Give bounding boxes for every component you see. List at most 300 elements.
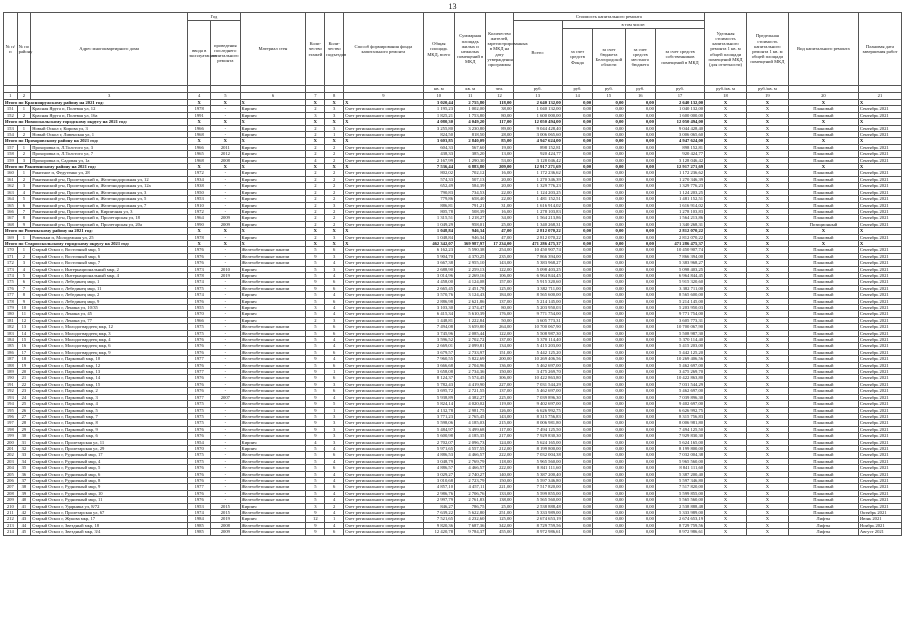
table-cell: 214 (4, 529, 18, 535)
table-cell: 3 010,68 (423, 477, 454, 483)
table-cell: Плановый (788, 337, 858, 343)
table-cell: Сентябрь 2021 (858, 330, 901, 336)
table-cell: 3 006 065,60 (655, 132, 704, 138)
table-cell: 1 (325, 516, 344, 522)
table-cell: 0,00 (625, 439, 655, 445)
table-cell: 2 733,97 (455, 349, 486, 355)
table-cell: 4 (306, 439, 325, 445)
table-cell: 1973 (188, 266, 211, 272)
table-cell: 786,75 (455, 503, 486, 509)
table-cell: Железобетонные панели (240, 458, 306, 464)
table-cell: Железобетонные панели (240, 362, 306, 368)
table-cell: 0,00 (625, 433, 655, 439)
table-cell: Х (705, 426, 747, 432)
table-cell: 38 (17, 484, 31, 490)
house-address-cell: Старый Оскол г, Рудничный мкр, 11 (31, 497, 188, 503)
table-cell: 5 383 968,27 (655, 260, 704, 266)
table-cell: 0,00 (593, 445, 625, 451)
table-cell: - (211, 132, 240, 138)
table-cell: Счет регионального оператора (344, 106, 424, 112)
house-address-cell: Старый Оскол г, Парковый мкр, 9 (31, 426, 188, 432)
total-cell: 462 342,07 (423, 240, 454, 246)
total-cell: 0,00 (593, 240, 625, 246)
table-cell: Сентябрь 2021 (858, 420, 901, 426)
table-cell: 0,00 (593, 285, 625, 291)
table-cell: 8 841 111,60 (513, 465, 562, 471)
table-cell: 2 (17, 112, 31, 118)
table-cell: 10 269 406,56 (655, 356, 704, 362)
table-cell: Х (746, 343, 788, 349)
table-cell: 171 (4, 253, 18, 259)
table-cell: 188 (4, 362, 18, 368)
table-cell: 5 462 697,00 (513, 388, 562, 394)
table-cell: 4 (325, 477, 344, 483)
table-cell: Кирпич (240, 183, 306, 189)
col-group-god: Год (188, 13, 240, 21)
total-cell: Х (746, 100, 788, 106)
table-cell: 53,00 (486, 157, 513, 163)
table-cell: Счет регионального оператора (344, 144, 424, 150)
table-cell: 150,00 (486, 477, 513, 483)
table-cell: Х (746, 196, 788, 202)
table-cell: 0,00 (593, 433, 625, 439)
table-cell: Железобетонные панели (240, 490, 306, 496)
table-cell: 6 (325, 247, 344, 253)
table-cell: Счет регионального оператора (344, 413, 424, 419)
table-cell: Счет регионального оператора (344, 157, 424, 163)
table-cell: Х (705, 151, 747, 157)
table-cell: 5 (306, 324, 325, 330)
table-cell: 167 (4, 215, 18, 221)
table-cell: Х (746, 375, 788, 381)
table-cell: 5 (306, 311, 325, 317)
table-cell: 3 048,79 (423, 458, 454, 464)
table-cell: 1974 (188, 510, 211, 516)
table-cell: 7 494,08 (423, 324, 454, 330)
table-cell: 170 (4, 247, 18, 253)
unit-cell (240, 86, 306, 93)
table-cell: - (211, 439, 240, 445)
table-cell: 0,00 (562, 208, 592, 214)
table-cell: Х (746, 151, 788, 157)
table-cell: 16,00 (486, 208, 513, 214)
table-cell: 2 (325, 183, 344, 189)
table-cell: Х (746, 112, 788, 118)
table-cell: 5 203 950,03 (655, 305, 704, 311)
house-address-cell: Ракитянский р-н, Пролетарский п, Пролетарская ул, 18 (31, 215, 188, 221)
total-cell: Х (325, 228, 344, 234)
total-cell: Х (306, 164, 325, 170)
table-cell: 5 597 346,80 (655, 477, 704, 483)
table-cell: Х (746, 458, 788, 464)
table-cell: 3 (325, 381, 344, 387)
table-cell: Счет регионального оператора (344, 279, 424, 285)
table-cell: Сентябрь 2021 (858, 183, 901, 189)
table-cell: Счет регионального оператора (344, 208, 424, 214)
column-number-cell: 18 (705, 93, 747, 100)
table-cell: 2 688,90 (423, 266, 454, 272)
table-cell: 0,00 (625, 298, 655, 304)
unit-cell: руб. (593, 86, 625, 93)
table-cell: 4 466,57 (455, 452, 486, 458)
table-cell: Счет регионального оператора (344, 112, 424, 118)
table-cell: 0,00 (593, 426, 625, 432)
table-cell: 36 (17, 471, 31, 477)
district-total-label: Итого по Ровеньскому району на 2021 год: (4, 228, 188, 234)
table-cell: 10 450 907,74 (655, 247, 704, 253)
table-cell: 4 185,03 (455, 420, 486, 426)
table-cell: Кирпич (240, 106, 306, 112)
total-cell: Х (788, 119, 858, 125)
table-cell: Кирпич (240, 112, 306, 118)
column-number-cell: 17 (655, 93, 704, 100)
table-cell: 8 199 800,00 (513, 445, 562, 451)
table-cell: 1974 (188, 279, 211, 285)
total-cell: 0,00 (625, 138, 655, 144)
table-cell: - (211, 234, 240, 240)
column-number-cell: 10 (423, 93, 454, 100)
table-cell: Счет регионального оператора (344, 285, 424, 291)
table-cell: 4 (325, 337, 344, 343)
table-cell: 2012 (211, 151, 240, 157)
table-cell: 37 (17, 477, 31, 483)
table-cell: 1 (17, 247, 31, 253)
table-cell: 143,00 (486, 260, 513, 266)
table-cell: Счет регионального оператора (344, 516, 424, 522)
table-cell: Сентябрь 2021 (858, 215, 901, 221)
table-cell: Х (746, 208, 788, 214)
table-cell: 3 (325, 439, 344, 445)
table-cell: Кирпич (240, 132, 306, 138)
house-address-cell: Старый Оскол г, Молодогвардеец мкр, 4 (31, 337, 188, 343)
total-cell: 0,00 (593, 164, 625, 170)
table-cell: 0,00 (562, 465, 592, 471)
table-cell: 0,00 (593, 413, 625, 419)
table-cell: 2 374,47 (455, 305, 486, 311)
table-cell: 187 (4, 356, 18, 362)
table-cell: 1 (17, 106, 31, 112)
total-cell: Х (344, 100, 424, 106)
table-cell: 191 (4, 381, 18, 387)
table-cell: 1968 (188, 132, 211, 138)
total-cell: Х (188, 100, 211, 106)
table-cell: 166 (4, 208, 18, 214)
table-cell: Х (705, 349, 747, 355)
table-cell: Счет регионального оператора (344, 381, 424, 387)
table-cell: 1953 (188, 196, 211, 202)
table-cell: 0,00 (625, 189, 655, 195)
table-cell: Кирпич (240, 266, 306, 272)
table-body (4, 100, 902, 536)
col-header-5: проведения последнего капитального ремонта (211, 21, 240, 86)
table-cell: 1976 (188, 375, 211, 381)
table-cell: 190 (4, 375, 18, 381)
total-cell: 4 947 624,00 (513, 138, 562, 144)
table-cell: Х (746, 362, 788, 368)
table-cell: 164 (4, 196, 18, 202)
table-cell: 1950 (188, 189, 211, 195)
table-cell: Лифты (788, 516, 858, 522)
total-cell: 2 840,09 (455, 138, 486, 144)
table-cell: 779,86 (423, 196, 454, 202)
house-address-cell: Новый Оскол г, Ливенская ул, 1 (31, 132, 188, 138)
table-cell: 2 702,72 (455, 337, 486, 343)
table-cell: 4 (325, 490, 344, 496)
table-cell: - (211, 349, 240, 355)
table-cell: Плановый (788, 452, 858, 458)
table-cell: Х (746, 132, 788, 138)
table-cell: 31 (17, 439, 31, 445)
table-cell: 5 (306, 337, 325, 343)
table-cell: 958,01 (455, 221, 486, 227)
table-cell: 2007 (211, 394, 240, 400)
column-number-cell: 5 (211, 93, 240, 100)
table-cell: 5 214 145,00 (655, 298, 704, 304)
table-cell: 4 (325, 522, 344, 528)
table-cell: 2 (325, 503, 344, 509)
table-cell: 2008 (211, 157, 240, 163)
table-cell: Х (746, 285, 788, 291)
table-cell: Счет регионального оператора (344, 439, 424, 445)
table-cell: Х (746, 522, 788, 528)
table-cell: 1 040 132,00 (655, 106, 704, 112)
table-cell: 0,00 (625, 272, 655, 278)
table-cell: Счет регионального оператора (344, 349, 424, 355)
table-cell: 0,00 (562, 272, 592, 278)
table-cell: 162 (4, 183, 18, 189)
table-cell: Плановый (788, 343, 858, 349)
table-cell: Х (705, 484, 747, 490)
table-cell: 6 (325, 529, 344, 535)
table-cell: 1976 (188, 381, 211, 387)
table-cell: Плановый (788, 112, 858, 118)
table-cell: - (211, 298, 240, 304)
table-cell: - (211, 477, 240, 483)
house-address-cell: Старый Оскол г, Рудничный мкр, 8 (31, 477, 188, 483)
unit-cell: руб./кв. м (746, 86, 788, 93)
table-cell: Счет регионального оператора (344, 510, 424, 516)
table-cell: 898 152,81 (513, 144, 562, 150)
table-cell: Счет регионального оператора (344, 503, 424, 509)
total-cell: Х (344, 228, 424, 234)
table-cell: 3 570,76 (423, 292, 454, 298)
total-cell: 4 049,20 (455, 119, 486, 125)
table-cell: Счет регионального оператора (344, 311, 424, 317)
table-cell: - (211, 426, 240, 432)
table-cell: 0,00 (625, 477, 655, 483)
table-cell: 0,00 (593, 407, 625, 413)
house-address-cell: Старый Оскол г, Лебединец мкр, 11 (31, 285, 188, 291)
table-cell: 9 (306, 426, 325, 432)
house-address-cell: Старый Оскол г, Рудничный мкр, 4 (31, 458, 188, 464)
table-cell: 1 753,80 (455, 112, 486, 118)
total-cell: Х (858, 100, 901, 106)
table-cell: Х (705, 375, 747, 381)
table-cell: 134,00 (486, 343, 513, 349)
table-cell: - (211, 330, 240, 336)
table-cell: 0,00 (562, 420, 592, 426)
table-cell: 0,00 (625, 285, 655, 291)
table-cell: Железобетонные панели (240, 388, 306, 394)
table-cell: Плановый (788, 215, 858, 221)
table-cell: Счет регионального оператора (344, 266, 424, 272)
total-cell: 47,00 (486, 228, 513, 234)
table-cell: 0,00 (593, 196, 625, 202)
table-cell: Сентябрь 2021 (858, 176, 901, 182)
table-cell: 0,00 (593, 176, 625, 182)
table-cell: 5 622,80 (455, 510, 486, 516)
table-cell: 173 (4, 266, 18, 272)
table-cell: Плановый (788, 266, 858, 272)
table-cell: 0,00 (625, 324, 655, 330)
table-cell: 9 771 754,00 (655, 311, 704, 317)
table-cell: 2 269,16 (455, 272, 486, 278)
col-header-13: Всего: (513, 21, 562, 86)
table-cell: 126,00 (486, 407, 513, 413)
total-cell: 3 603,85 (423, 138, 454, 144)
table-cell: 2 (306, 151, 325, 157)
table-cell: 1 (325, 407, 344, 413)
table-cell: 7 032 004,38 (655, 452, 704, 458)
table-cell: 222,00 (486, 452, 513, 458)
table-cell: 1964 (188, 215, 211, 221)
table-cell: Х (705, 330, 747, 336)
table-cell: Плановый (788, 503, 858, 509)
table-cell: 4 (325, 292, 344, 298)
table-cell: 2 (306, 176, 325, 182)
total-cell: Х (705, 138, 747, 144)
table-cell: 222,00 (486, 465, 513, 471)
table-cell: - (211, 413, 240, 419)
table-cell: 41 (17, 503, 31, 509)
total-cell: Х (344, 119, 424, 125)
table-cell: 1977 (188, 394, 211, 400)
table-cell: 5 203 950,03 (513, 305, 562, 311)
table-cell: 2 761,83 (455, 497, 486, 503)
table-cell: 202 (4, 452, 18, 458)
table-cell: 5 915 320,60 (655, 279, 704, 285)
table-cell: 0,00 (593, 490, 625, 496)
table-cell: 0,00 (562, 144, 592, 150)
table-cell: 0,00 (593, 260, 625, 266)
table-cell: 184,00 (486, 292, 513, 298)
table-cell: 16,00 (486, 170, 513, 176)
table-cell: 4 (17, 266, 31, 272)
table-cell: Счет регионального оператора (344, 151, 424, 157)
table-cell: 8 315 756,83 (655, 413, 704, 419)
table-cell: 10 700 067,90 (513, 324, 562, 330)
table-cell: 1 448,81 (423, 317, 454, 323)
table-cell: 199 (4, 433, 18, 439)
table-cell: Х (746, 170, 788, 176)
table-cell: 31,00 (486, 202, 513, 208)
table-cell: 2 981,75 (455, 407, 486, 413)
table-cell: 2 955,10 (455, 260, 486, 266)
table-cell: 0,00 (593, 375, 625, 381)
table-cell: 204 (4, 465, 18, 471)
col-header-11: Суммарная площадь жилых и нежилых помещений в МКД (455, 13, 486, 86)
table-cell: 213 (4, 522, 18, 528)
table-cell: Железобетонные панели (240, 285, 306, 291)
table-cell: 3 745,96 (423, 330, 454, 336)
table-cell: Сентябрь 2021 (858, 394, 901, 400)
table-cell: Сентябрь 2021 (858, 356, 901, 362)
table-cell: Плановый (788, 407, 858, 413)
table-cell: 264,00 (486, 324, 513, 330)
house-address-cell: Старый Оскол г, Ленина ул, 45 (31, 311, 188, 317)
table-cell: 3 230,80 (455, 125, 486, 131)
table-cell: 0,00 (625, 132, 655, 138)
table-cell: 1978 (188, 272, 211, 278)
table-cell: Счет регионального оператора (344, 433, 424, 439)
table-cell: 5 (306, 465, 325, 471)
table-cell: 574,33 (423, 176, 454, 182)
house-address-cell: Ракитянский р-н, Пролетарский п, Железнодорожная ул, 3 (31, 189, 188, 195)
table-cell: 1968 (188, 157, 211, 163)
district-total-label: Итого по Ракитянскому району на 2021 год: (4, 164, 188, 170)
table-cell: 189 (4, 369, 18, 375)
table-cell: 8 565 600,00 (655, 292, 704, 298)
table-cell: 0,00 (625, 106, 655, 112)
table-cell: 125,00 (486, 516, 513, 522)
table-cell: 920 424,77 (655, 151, 704, 157)
total-cell: Х (344, 164, 424, 170)
total-cell: Х (705, 228, 747, 234)
table-cell: 6 (325, 298, 344, 304)
unit-cell: руб. (625, 86, 655, 93)
table-cell: 0,00 (562, 439, 592, 445)
table-cell: 3 (325, 253, 344, 259)
table-cell: 0,00 (562, 343, 592, 349)
table-cell: Плановый (788, 324, 858, 330)
table-cell: 3 382 711,00 (655, 285, 704, 291)
table-cell: 10 (17, 305, 31, 311)
table-cell: 1 600 000,00 (655, 112, 704, 118)
table-cell: 2 (325, 151, 344, 157)
table-cell: Позиционный (788, 221, 858, 227)
table-cell: 12 (17, 317, 31, 323)
table-cell: 734,53 (455, 189, 486, 195)
table-cell: Сентябрь 2021 (858, 337, 901, 343)
table-cell: Плановый (788, 330, 858, 336)
table-cell: 2 167,99 (423, 157, 454, 163)
total-cell: Х (858, 228, 901, 234)
table-cell: 805,78 (423, 208, 454, 214)
table-cell: 2 (306, 170, 325, 176)
table-cell: Сентябрь 2021 (858, 266, 901, 272)
table-cell: 0,00 (593, 394, 625, 400)
table-cell: 5 (306, 458, 325, 464)
table-cell: 159 (4, 157, 18, 163)
col-header-15: за счет бюджета Белгородской области (593, 29, 625, 86)
table-cell: 0,00 (625, 458, 655, 464)
table-cell: 0,00 (593, 529, 625, 535)
table-cell: 9 (306, 420, 325, 426)
table-cell: 3 (325, 234, 344, 240)
table-cell: 1 481 152,51 (513, 196, 562, 202)
table-cell: 4 886,57 (423, 465, 454, 471)
table-cell: 8 124,37 (423, 375, 454, 381)
table-cell: Железобетонные панели (240, 426, 306, 432)
table-cell: 133,00 (486, 490, 513, 496)
table-cell: 0,00 (562, 433, 592, 439)
table-cell: 172 (4, 260, 18, 266)
table-cell: Плановый (788, 439, 858, 445)
table-cell: 3 475 269,70 (655, 369, 704, 375)
table-cell: 3 014,96 (423, 272, 454, 278)
table-cell: 3 (325, 433, 344, 439)
table-cell: Х (746, 388, 788, 394)
